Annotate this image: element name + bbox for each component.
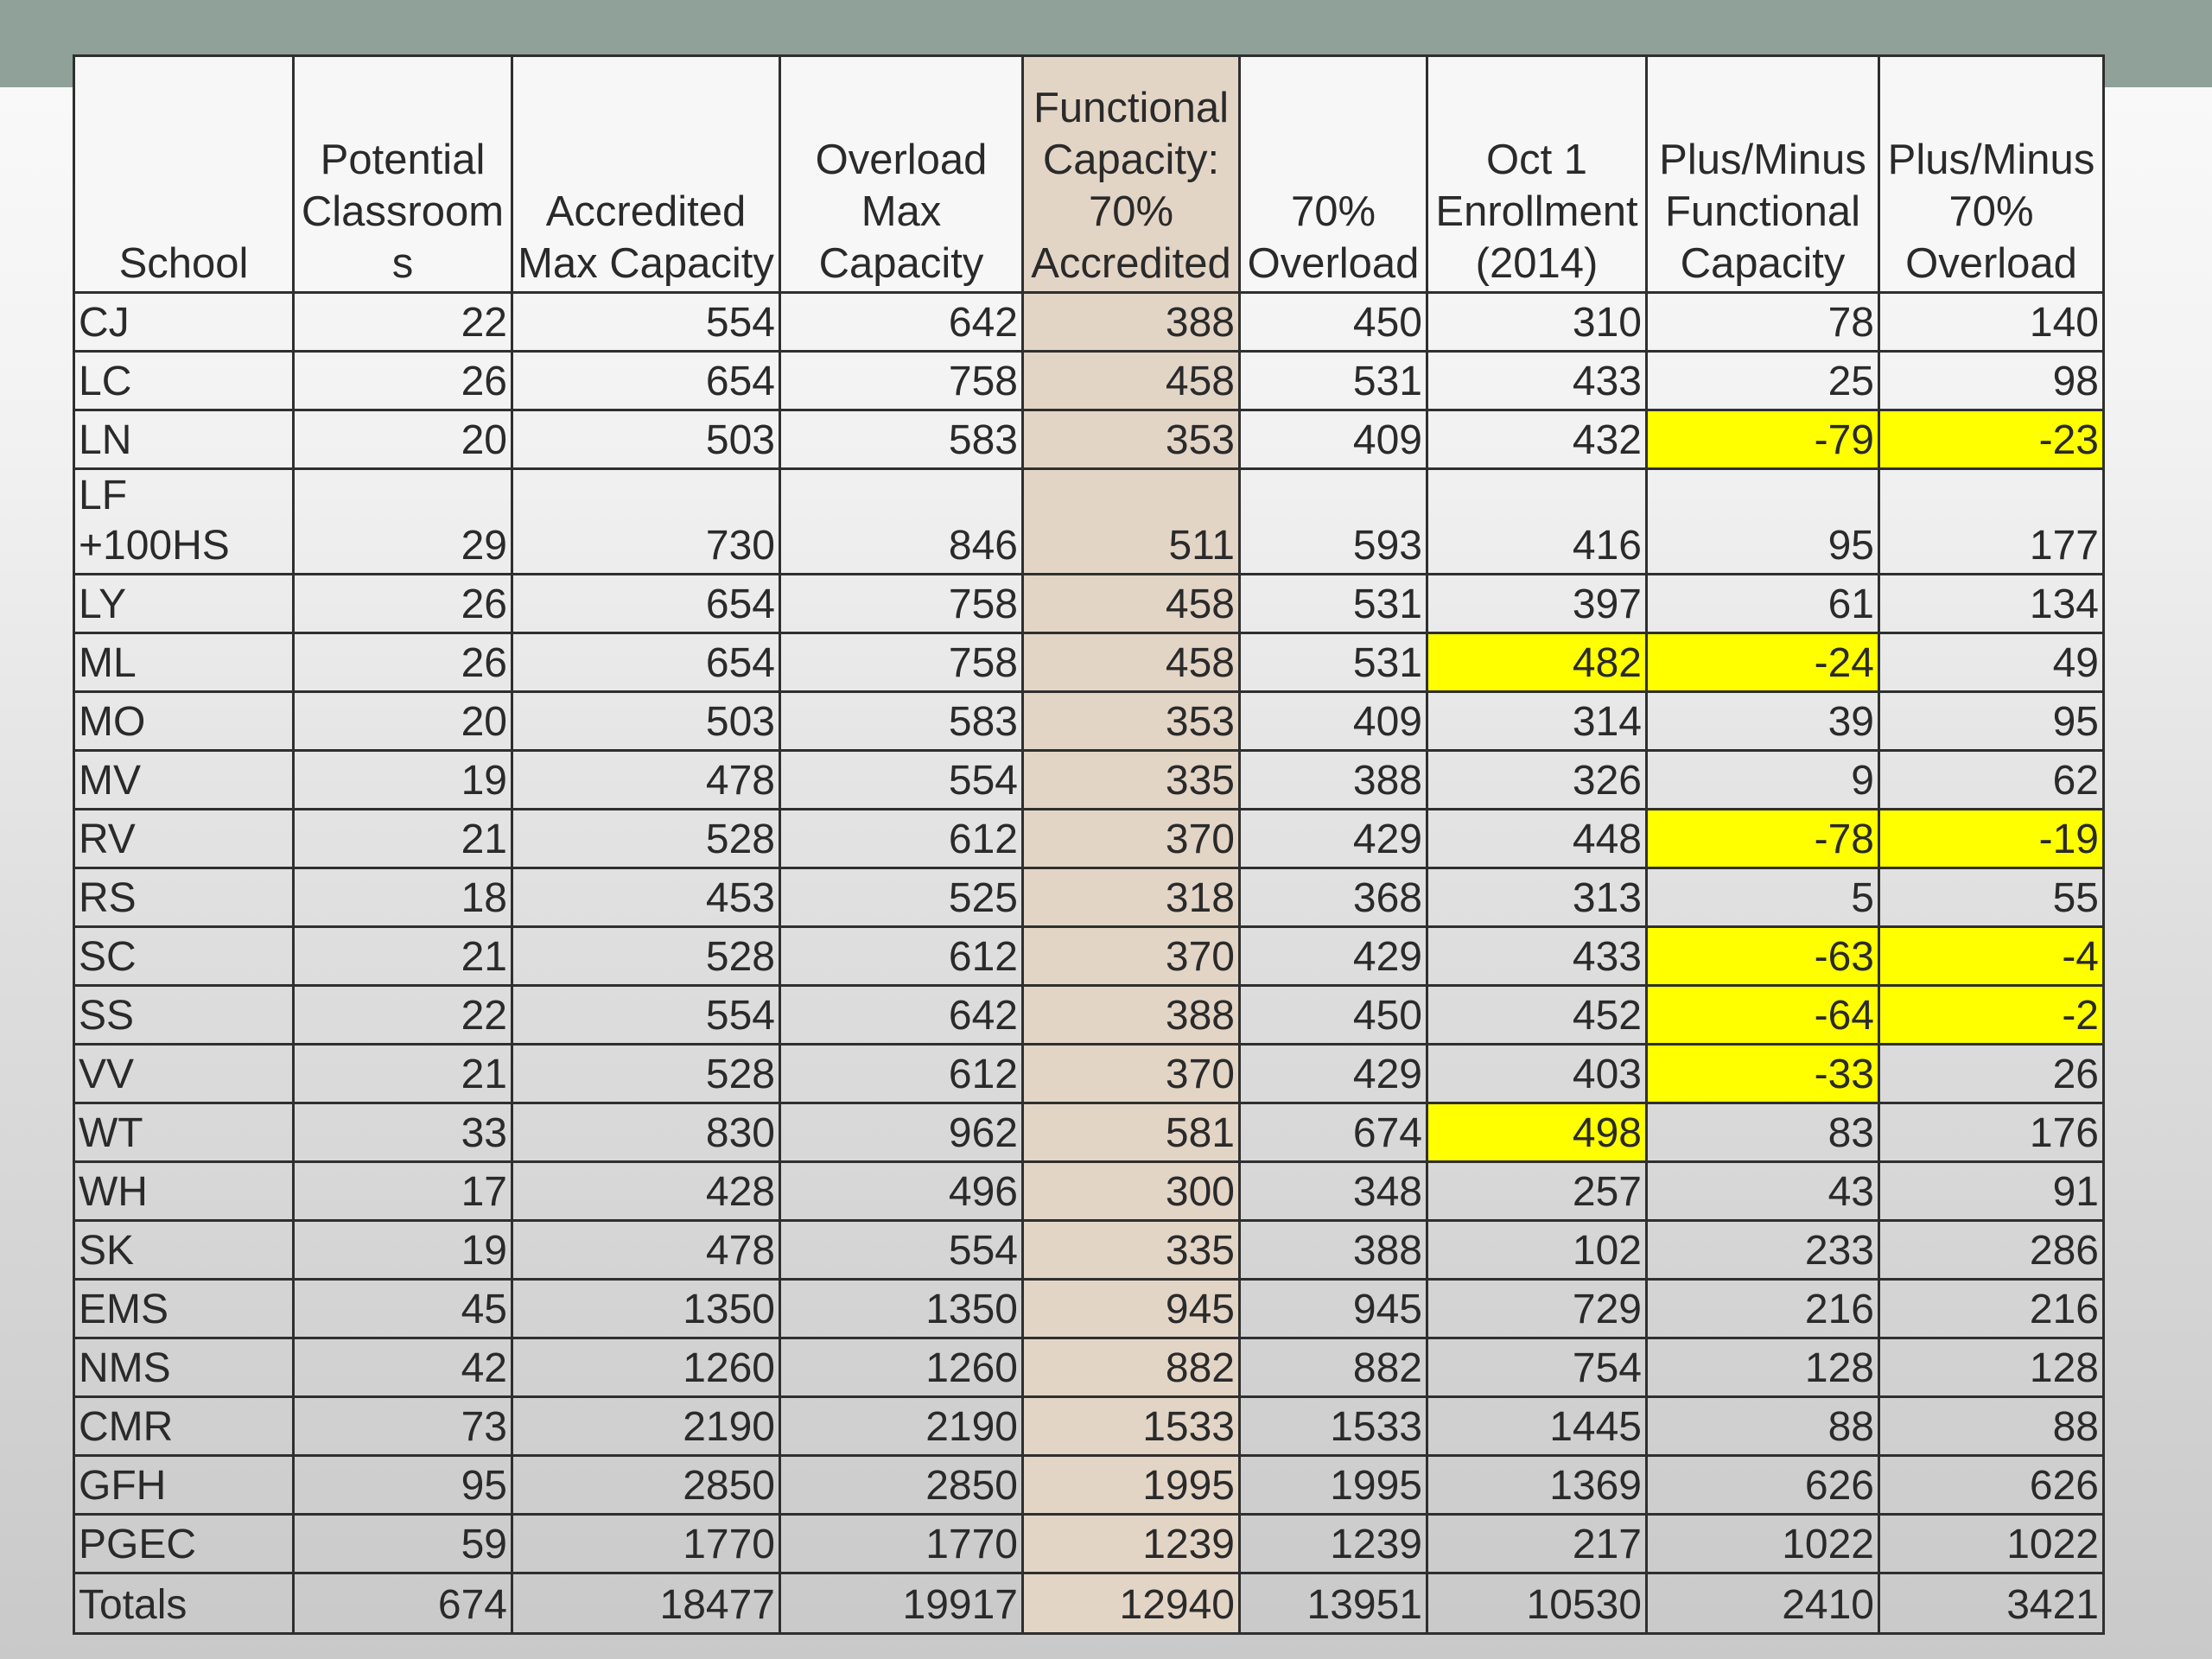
value-cell-plus-minus-70-overload: 62 bbox=[1879, 751, 2104, 810]
value-cell-plus-minus-70-overload: 1022 bbox=[1879, 1515, 2104, 1573]
school-name: ML bbox=[79, 640, 137, 686]
school-cell bbox=[74, 986, 294, 1045]
table-row bbox=[74, 1221, 2104, 1280]
column-header-functional-capacity-70-accredited bbox=[1023, 56, 1240, 293]
totals-row bbox=[74, 1573, 2104, 1634]
value-cell-plus-minus-functional-capacity: -33 bbox=[1647, 1045, 1879, 1103]
school-name: SC bbox=[79, 934, 137, 980]
value-cell-oct-1-enrollment-2014: 102 bbox=[1427, 1221, 1647, 1280]
value-cell-plus-minus-70-overload: 26 bbox=[1879, 1045, 2104, 1103]
column-header-line: Enrollment bbox=[1435, 188, 1638, 235]
value-cell-plus-minus-70-overload: 140 bbox=[1879, 293, 2104, 352]
value-cell-overload-max-capacity: 583 bbox=[780, 692, 1023, 751]
table-row bbox=[74, 1515, 2104, 1573]
value-cell-potential-classroom-s: 22 bbox=[294, 293, 512, 352]
value-cell-accredited-max-capacity: 478 bbox=[512, 1221, 780, 1280]
value-cell-plus-minus-70-overload: 98 bbox=[1879, 352, 2104, 410]
school-name: Totals bbox=[79, 1582, 188, 1628]
value-cell-overload-max-capacity: 496 bbox=[780, 1162, 1023, 1221]
column-header-line: 70% bbox=[1948, 188, 2034, 235]
value-cell-70-overload: 429 bbox=[1240, 1045, 1427, 1103]
column-header-line: Oct 1 bbox=[1485, 137, 1588, 183]
value-cell-potential-classroom-s: 22 bbox=[294, 986, 512, 1045]
value-cell-potential-classroom-s: 21 bbox=[294, 810, 512, 868]
school-name: VV bbox=[79, 1052, 135, 1097]
school-name: MV bbox=[79, 758, 141, 804]
school-cell bbox=[74, 1338, 294, 1397]
value-cell-overload-max-capacity: 758 bbox=[780, 575, 1023, 633]
value-cell-70-overload: 531 bbox=[1240, 633, 1427, 692]
value-cell-overload-max-capacity: 554 bbox=[780, 1221, 1023, 1280]
value-cell-functional-capacity-70-accredited: 388 bbox=[1023, 986, 1240, 1045]
school-name: EMS bbox=[79, 1287, 169, 1332]
value-cell-accredited-max-capacity: 554 bbox=[512, 293, 780, 352]
value-cell-70-overload: 531 bbox=[1240, 575, 1427, 633]
table-row bbox=[74, 1045, 2104, 1103]
school-name: LY bbox=[79, 582, 127, 627]
school-name: CMR bbox=[79, 1404, 174, 1450]
value-cell-plus-minus-functional-capacity: 95 bbox=[1647, 469, 1879, 575]
value-cell-70-overload: 409 bbox=[1240, 692, 1427, 751]
school-name: PGEC bbox=[79, 1522, 197, 1567]
table-row bbox=[74, 751, 2104, 810]
column-header-overload-max-capacity bbox=[780, 56, 1023, 293]
value-cell-plus-minus-70-overload: -2 bbox=[1879, 986, 2104, 1045]
header-row bbox=[74, 56, 2104, 293]
column-header-potential-classroom-s bbox=[294, 56, 512, 293]
value-cell-potential-classroom-s: 21 bbox=[294, 1045, 512, 1103]
value-cell-functional-capacity-70-accredited: 1995 bbox=[1023, 1456, 1240, 1515]
table-row bbox=[74, 868, 2104, 927]
value-cell-accredited-max-capacity: 503 bbox=[512, 410, 780, 469]
table-body bbox=[74, 293, 2104, 1634]
column-header-oct-1-enrollment-2014 bbox=[1427, 56, 1647, 293]
table-row bbox=[74, 1280, 2104, 1338]
value-cell-oct-1-enrollment-2014: 1445 bbox=[1427, 1397, 1647, 1456]
value-cell-plus-minus-functional-capacity: 39 bbox=[1647, 692, 1879, 751]
value-cell-oct-1-enrollment-2014: 452 bbox=[1427, 986, 1647, 1045]
value-cell-plus-minus-functional-capacity: 216 bbox=[1647, 1280, 1879, 1338]
column-header-line: Functional bbox=[1033, 85, 1230, 131]
value-cell-plus-minus-70-overload: 286 bbox=[1879, 1221, 2104, 1280]
capacity-table bbox=[73, 54, 2105, 1635]
value-cell-oct-1-enrollment-2014: 729 bbox=[1427, 1280, 1647, 1338]
value-cell-plus-minus-functional-capacity: 88 bbox=[1647, 1397, 1879, 1456]
column-header-line: School bbox=[118, 240, 249, 287]
value-cell-70-overload: 1239 bbox=[1240, 1515, 1427, 1573]
value-cell-70-overload: 429 bbox=[1240, 927, 1427, 986]
value-cell-functional-capacity-70-accredited: 370 bbox=[1023, 810, 1240, 868]
value-cell-functional-capacity-70-accredited: 370 bbox=[1023, 927, 1240, 986]
school-cell bbox=[74, 751, 294, 810]
column-header-line: Plus/Minus bbox=[1659, 137, 1866, 183]
value-cell-potential-classroom-s: 33 bbox=[294, 1103, 512, 1162]
table-row bbox=[74, 575, 2104, 633]
value-cell-accredited-max-capacity: 654 bbox=[512, 633, 780, 692]
column-header-line: Capacity bbox=[1680, 240, 1846, 287]
column-header-line: Max bbox=[861, 188, 942, 235]
value-cell-plus-minus-functional-capacity: 43 bbox=[1647, 1162, 1879, 1221]
value-cell-oct-1-enrollment-2014: 433 bbox=[1427, 927, 1647, 986]
value-cell-potential-classroom-s: 18 bbox=[294, 868, 512, 927]
column-header-line: 70% bbox=[1290, 188, 1376, 235]
value-cell-overload-max-capacity: 2190 bbox=[780, 1397, 1023, 1456]
school-name: WT bbox=[79, 1110, 143, 1156]
value-cell-oct-1-enrollment-2014: 432 bbox=[1427, 410, 1647, 469]
school-cell bbox=[74, 575, 294, 633]
value-cell-accredited-max-capacity: 503 bbox=[512, 692, 780, 751]
value-cell-overload-max-capacity: 1350 bbox=[780, 1280, 1023, 1338]
value-cell-70-overload: 450 bbox=[1240, 293, 1427, 352]
school-cell bbox=[74, 1045, 294, 1103]
value-cell-accredited-max-capacity: 1770 bbox=[512, 1515, 780, 1573]
table-row bbox=[74, 1103, 2104, 1162]
column-header-line: Plus/Minus bbox=[1887, 137, 2095, 183]
school-name: SS bbox=[79, 993, 135, 1039]
column-header-plus-minus-functional-capacity bbox=[1647, 56, 1879, 293]
value-cell-oct-1-enrollment-2014: 482 bbox=[1427, 633, 1647, 692]
school-name: NMS bbox=[79, 1345, 171, 1391]
school-cell bbox=[74, 1456, 294, 1515]
school-cell bbox=[74, 927, 294, 986]
value-cell-plus-minus-70-overload: 95 bbox=[1879, 692, 2104, 751]
value-cell-oct-1-enrollment-2014: 754 bbox=[1427, 1338, 1647, 1397]
value-cell-functional-capacity-70-accredited: 945 bbox=[1023, 1280, 1240, 1338]
school-cell bbox=[74, 1397, 294, 1456]
school-cell bbox=[74, 469, 294, 575]
value-cell-overload-max-capacity: 612 bbox=[780, 1045, 1023, 1103]
value-cell-70-overload: 348 bbox=[1240, 1162, 1427, 1221]
school-cell bbox=[74, 692, 294, 751]
value-cell-functional-capacity-70-accredited: 1239 bbox=[1023, 1515, 1240, 1573]
value-cell-potential-classroom-s: 20 bbox=[294, 410, 512, 469]
value-cell-potential-classroom-s: 21 bbox=[294, 927, 512, 986]
value-cell-functional-capacity-70-accredited: 882 bbox=[1023, 1338, 1240, 1397]
school-cell bbox=[74, 633, 294, 692]
column-header-line: Max Capacity bbox=[518, 240, 774, 287]
value-cell-functional-capacity-70-accredited: 458 bbox=[1023, 633, 1240, 692]
value-cell-overload-max-capacity: 583 bbox=[780, 410, 1023, 469]
value-cell-accredited-max-capacity: 654 bbox=[512, 352, 780, 410]
table-row bbox=[74, 1397, 2104, 1456]
value-cell-accredited-max-capacity: 1350 bbox=[512, 1280, 780, 1338]
value-cell-potential-classroom-s: 42 bbox=[294, 1338, 512, 1397]
value-cell-overload-max-capacity: 1260 bbox=[780, 1338, 1023, 1397]
value-cell-accredited-max-capacity: 2190 bbox=[512, 1397, 780, 1456]
school-cell bbox=[74, 1221, 294, 1280]
table-row bbox=[74, 927, 2104, 986]
school-name: SK bbox=[79, 1228, 135, 1274]
value-cell-functional-capacity-70-accredited: 12940 bbox=[1023, 1573, 1240, 1634]
school-name: LN bbox=[79, 417, 132, 463]
value-cell-overload-max-capacity: 642 bbox=[780, 293, 1023, 352]
value-cell-plus-minus-functional-capacity: 78 bbox=[1647, 293, 1879, 352]
value-cell-plus-minus-functional-capacity: 1022 bbox=[1647, 1515, 1879, 1573]
value-cell-overload-max-capacity: 525 bbox=[780, 868, 1023, 927]
value-cell-plus-minus-functional-capacity: 626 bbox=[1647, 1456, 1879, 1515]
school-cell bbox=[74, 1280, 294, 1338]
column-header-line: s bbox=[391, 240, 414, 287]
value-cell-overload-max-capacity: 1770 bbox=[780, 1515, 1023, 1573]
value-cell-plus-minus-functional-capacity: 83 bbox=[1647, 1103, 1879, 1162]
value-cell-plus-minus-functional-capacity: 2410 bbox=[1647, 1573, 1879, 1634]
column-header-line: Overload bbox=[815, 137, 988, 183]
school-name: WH bbox=[79, 1169, 148, 1215]
value-cell-oct-1-enrollment-2014: 217 bbox=[1427, 1515, 1647, 1573]
value-cell-accredited-max-capacity: 1260 bbox=[512, 1338, 780, 1397]
value-cell-functional-capacity-70-accredited: 1533 bbox=[1023, 1397, 1240, 1456]
value-cell-70-overload: 450 bbox=[1240, 986, 1427, 1045]
value-cell-overload-max-capacity: 612 bbox=[780, 810, 1023, 868]
value-cell-70-overload: 882 bbox=[1240, 1338, 1427, 1397]
column-header-line: Capacity: bbox=[1042, 137, 1220, 183]
column-header-line: Capacity bbox=[818, 240, 984, 287]
table-row bbox=[74, 633, 2104, 692]
value-cell-plus-minus-functional-capacity: 128 bbox=[1647, 1338, 1879, 1397]
value-cell-plus-minus-70-overload: -23 bbox=[1879, 410, 2104, 469]
value-cell-potential-classroom-s: 45 bbox=[294, 1280, 512, 1338]
school-name: MO bbox=[79, 699, 146, 745]
value-cell-accredited-max-capacity: 528 bbox=[512, 927, 780, 986]
value-cell-overload-max-capacity: 758 bbox=[780, 352, 1023, 410]
value-cell-accredited-max-capacity: 528 bbox=[512, 810, 780, 868]
value-cell-oct-1-enrollment-2014: 310 bbox=[1427, 293, 1647, 352]
school-cell bbox=[74, 1162, 294, 1221]
value-cell-70-overload: 1533 bbox=[1240, 1397, 1427, 1456]
value-cell-oct-1-enrollment-2014: 257 bbox=[1427, 1162, 1647, 1221]
value-cell-70-overload: 945 bbox=[1240, 1280, 1427, 1338]
value-cell-70-overload: 674 bbox=[1240, 1103, 1427, 1162]
column-header-line: 70% bbox=[1088, 188, 1174, 235]
value-cell-overload-max-capacity: 612 bbox=[780, 927, 1023, 986]
school-cell bbox=[74, 410, 294, 469]
value-cell-accredited-max-capacity: 478 bbox=[512, 751, 780, 810]
column-header-line: (2014) bbox=[1475, 240, 1599, 287]
school-cell bbox=[74, 1573, 294, 1634]
value-cell-oct-1-enrollment-2014: 403 bbox=[1427, 1045, 1647, 1103]
school-name: RS bbox=[79, 875, 137, 921]
column-header-line: Accredited bbox=[1031, 240, 1231, 287]
table-row bbox=[74, 986, 2104, 1045]
school-cell bbox=[74, 352, 294, 410]
value-cell-functional-capacity-70-accredited: 318 bbox=[1023, 868, 1240, 927]
value-cell-accredited-max-capacity: 2850 bbox=[512, 1456, 780, 1515]
value-cell-70-overload: 531 bbox=[1240, 352, 1427, 410]
value-cell-oct-1-enrollment-2014: 433 bbox=[1427, 352, 1647, 410]
value-cell-oct-1-enrollment-2014: 314 bbox=[1427, 692, 1647, 751]
school-name: GFH bbox=[79, 1463, 167, 1509]
value-cell-functional-capacity-70-accredited: 300 bbox=[1023, 1162, 1240, 1221]
value-cell-plus-minus-70-overload: 128 bbox=[1879, 1338, 2104, 1397]
value-cell-plus-minus-functional-capacity: -79 bbox=[1647, 410, 1879, 469]
column-header-line: Overload bbox=[1247, 240, 1420, 287]
value-cell-70-overload: 13951 bbox=[1240, 1573, 1427, 1634]
value-cell-plus-minus-70-overload: 176 bbox=[1879, 1103, 2104, 1162]
value-cell-70-overload: 368 bbox=[1240, 868, 1427, 927]
value-cell-plus-minus-70-overload: 55 bbox=[1879, 868, 2104, 927]
value-cell-plus-minus-functional-capacity: -64 bbox=[1647, 986, 1879, 1045]
table-row bbox=[74, 410, 2104, 469]
value-cell-potential-classroom-s: 19 bbox=[294, 751, 512, 810]
value-cell-overload-max-capacity: 2850 bbox=[780, 1456, 1023, 1515]
value-cell-plus-minus-70-overload: 216 bbox=[1879, 1280, 2104, 1338]
value-cell-functional-capacity-70-accredited: 353 bbox=[1023, 692, 1240, 751]
value-cell-potential-classroom-s: 19 bbox=[294, 1221, 512, 1280]
value-cell-potential-classroom-s: 26 bbox=[294, 575, 512, 633]
value-cell-70-overload: 429 bbox=[1240, 810, 1427, 868]
value-cell-functional-capacity-70-accredited: 581 bbox=[1023, 1103, 1240, 1162]
table-row bbox=[74, 1338, 2104, 1397]
value-cell-70-overload: 1995 bbox=[1240, 1456, 1427, 1515]
value-cell-accredited-max-capacity: 654 bbox=[512, 575, 780, 633]
value-cell-accredited-max-capacity: 453 bbox=[512, 868, 780, 927]
value-cell-plus-minus-functional-capacity: 9 bbox=[1647, 751, 1879, 810]
value-cell-accredited-max-capacity: 428 bbox=[512, 1162, 780, 1221]
table-row bbox=[74, 692, 2104, 751]
value-cell-plus-minus-70-overload: 134 bbox=[1879, 575, 2104, 633]
value-cell-plus-minus-70-overload: 177 bbox=[1879, 469, 2104, 575]
value-cell-plus-minus-functional-capacity: 61 bbox=[1647, 575, 1879, 633]
school-cell bbox=[74, 1515, 294, 1573]
school-cell bbox=[74, 293, 294, 352]
value-cell-overload-max-capacity: 554 bbox=[780, 751, 1023, 810]
school-name: LF bbox=[79, 473, 128, 518]
value-cell-plus-minus-functional-capacity: -78 bbox=[1647, 810, 1879, 868]
value-cell-plus-minus-70-overload: 49 bbox=[1879, 633, 2104, 692]
school-name: RV bbox=[79, 817, 136, 862]
school-name: LC bbox=[79, 359, 132, 404]
table-row bbox=[74, 810, 2104, 868]
value-cell-oct-1-enrollment-2014: 326 bbox=[1427, 751, 1647, 810]
value-cell-overload-max-capacity: 846 bbox=[780, 469, 1023, 575]
value-cell-plus-minus-functional-capacity: -63 bbox=[1647, 927, 1879, 986]
value-cell-functional-capacity-70-accredited: 353 bbox=[1023, 410, 1240, 469]
value-cell-functional-capacity-70-accredited: 511 bbox=[1023, 469, 1240, 575]
value-cell-oct-1-enrollment-2014: 416 bbox=[1427, 469, 1647, 575]
value-cell-plus-minus-70-overload: 88 bbox=[1879, 1397, 2104, 1456]
value-cell-potential-classroom-s: 59 bbox=[294, 1515, 512, 1573]
value-cell-accredited-max-capacity: 830 bbox=[512, 1103, 780, 1162]
value-cell-plus-minus-functional-capacity: 233 bbox=[1647, 1221, 1879, 1280]
value-cell-potential-classroom-s: 29 bbox=[294, 469, 512, 575]
value-cell-accredited-max-capacity: 730 bbox=[512, 469, 780, 575]
value-cell-functional-capacity-70-accredited: 335 bbox=[1023, 751, 1240, 810]
column-header-line: Overload bbox=[1905, 240, 2077, 287]
value-cell-functional-capacity-70-accredited: 458 bbox=[1023, 352, 1240, 410]
value-cell-functional-capacity-70-accredited: 370 bbox=[1023, 1045, 1240, 1103]
value-cell-overload-max-capacity: 962 bbox=[780, 1103, 1023, 1162]
value-cell-plus-minus-functional-capacity: 25 bbox=[1647, 352, 1879, 410]
value-cell-accredited-max-capacity: 528 bbox=[512, 1045, 780, 1103]
column-header-line: Functional bbox=[1664, 188, 1861, 235]
value-cell-plus-minus-functional-capacity: -24 bbox=[1647, 633, 1879, 692]
value-cell-functional-capacity-70-accredited: 335 bbox=[1023, 1221, 1240, 1280]
value-cell-potential-classroom-s: 95 bbox=[294, 1456, 512, 1515]
value-cell-70-overload: 409 bbox=[1240, 410, 1427, 469]
value-cell-70-overload: 388 bbox=[1240, 751, 1427, 810]
table-row bbox=[74, 1456, 2104, 1515]
value-cell-potential-classroom-s: 20 bbox=[294, 692, 512, 751]
value-cell-plus-minus-70-overload: -19 bbox=[1879, 810, 2104, 868]
column-header-70-overload bbox=[1240, 56, 1427, 293]
value-cell-plus-minus-functional-capacity: 5 bbox=[1647, 868, 1879, 927]
value-cell-potential-classroom-s: 17 bbox=[294, 1162, 512, 1221]
column-header-school bbox=[74, 56, 294, 293]
value-cell-potential-classroom-s: 674 bbox=[294, 1573, 512, 1634]
column-header-plus-minus-70-overload bbox=[1879, 56, 2104, 293]
value-cell-oct-1-enrollment-2014: 10530 bbox=[1427, 1573, 1647, 1634]
value-cell-plus-minus-70-overload: -4 bbox=[1879, 927, 2104, 986]
column-header-line: Potential bbox=[320, 137, 486, 183]
school-cell bbox=[74, 810, 294, 868]
table-row bbox=[74, 1162, 2104, 1221]
value-cell-functional-capacity-70-accredited: 388 bbox=[1023, 293, 1240, 352]
value-cell-oct-1-enrollment-2014: 498 bbox=[1427, 1103, 1647, 1162]
value-cell-oct-1-enrollment-2014: 448 bbox=[1427, 810, 1647, 868]
value-cell-potential-classroom-s: 26 bbox=[294, 633, 512, 692]
school-cell bbox=[74, 868, 294, 927]
value-cell-plus-minus-70-overload: 626 bbox=[1879, 1456, 2104, 1515]
value-cell-oct-1-enrollment-2014: 1369 bbox=[1427, 1456, 1647, 1515]
value-cell-oct-1-enrollment-2014: 313 bbox=[1427, 868, 1647, 927]
table-row bbox=[74, 352, 2104, 410]
column-header-accredited-max-capacity bbox=[512, 56, 780, 293]
value-cell-overload-max-capacity: 642 bbox=[780, 986, 1023, 1045]
value-cell-overload-max-capacity: 758 bbox=[780, 633, 1023, 692]
school-cell bbox=[74, 1103, 294, 1162]
value-cell-plus-minus-70-overload: 3421 bbox=[1879, 1573, 2104, 1634]
value-cell-70-overload: 593 bbox=[1240, 469, 1427, 575]
value-cell-accredited-max-capacity: 18477 bbox=[512, 1573, 780, 1634]
table-row bbox=[74, 293, 2104, 352]
column-header-line: Accredited bbox=[545, 188, 747, 235]
value-cell-plus-minus-70-overload: 91 bbox=[1879, 1162, 2104, 1221]
value-cell-potential-classroom-s: 73 bbox=[294, 1397, 512, 1456]
value-cell-functional-capacity-70-accredited: 458 bbox=[1023, 575, 1240, 633]
school-name: +100HS bbox=[79, 523, 230, 569]
value-cell-potential-classroom-s: 26 bbox=[294, 352, 512, 410]
value-cell-oct-1-enrollment-2014: 397 bbox=[1427, 575, 1647, 633]
value-cell-overload-max-capacity: 19917 bbox=[780, 1573, 1023, 1634]
value-cell-accredited-max-capacity: 554 bbox=[512, 986, 780, 1045]
school-name: CJ bbox=[79, 300, 130, 346]
table-row bbox=[74, 469, 2104, 575]
value-cell-70-overload: 388 bbox=[1240, 1221, 1427, 1280]
column-header-line: Classroom bbox=[301, 188, 505, 235]
